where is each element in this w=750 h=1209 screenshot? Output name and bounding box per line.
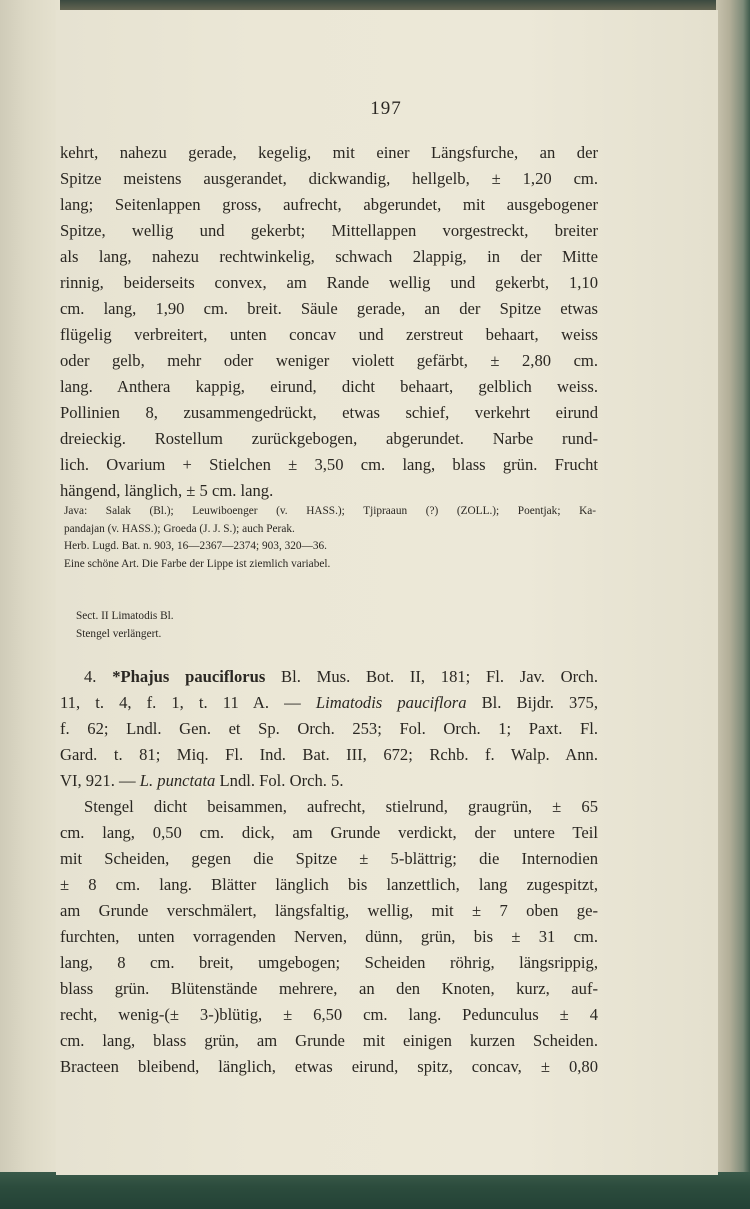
text-line: flügelig verbreitert, unten concav und zerstreut behaart, weiss [60,325,598,344]
section-heading [76,608,376,643]
citation-text: Lndl. Fol. Orch. 5. [219,771,344,790]
text-line: cm. lang, blass grün, am Grunde mit einigen kurzen Scheiden. [60,1031,598,1050]
text-line: hängend, länglich, ± 5 cm. lang. [60,481,274,500]
citation-text: VI, 921. — [60,771,136,790]
text-line: Bracteen bleibend, länglich, etwas eirund, spitz, concav, ± 0,80 [60,1057,598,1076]
text-line: als lang, nahezu rechtwinkelig, schwach 2lappig, in der Mitte [60,247,598,266]
species-citation: Bl. Mus. Bot. II, 181; Fl. Jav. Orch. [281,667,598,686]
text-line: am Grunde verschmälert, längsfaltig, wellig, mit ± 7 oben ge- [60,901,598,920]
text-line: Stengel dicht beisammen, aufrecht, stielrund, graugrün, ± 65 [84,797,598,816]
section-subtitle: Stengel verlängert. [76,627,162,640]
species-heading-line [60,664,598,690]
citation-text: Bl. Bijdr. 375, [481,693,599,712]
citation-text: 11, t. 4, f. 1, t. 11 A. — [60,693,301,712]
text-line: Pollinien 8, zusammengedrückt, etwas schief, verkehrt eirund [60,403,598,422]
note-line: Eine schöne Art. Die Farbe der Lippe ist ziemlich variabel. [64,557,331,570]
book-cover-edge [0,1172,750,1209]
text-line: ± 8 cm. lang. Blätter länglich bis lanzettlich, lang zugespitzt, [60,875,598,894]
stem-description-paragraph [60,794,598,1080]
citation-line [60,768,598,794]
species-entry [60,664,598,794]
section-title: Sect. II Limatodis Bl. [76,610,174,622]
text-line: cm. lang, 0,50 cm. dick, am Grunde verdickt, der untere Teil [60,823,598,842]
text-line: Spitze, wellig und gekerbt; Mittellappen vorgestreckt, breiter [60,221,598,240]
book-page [56,10,718,1175]
citation-line: f. 62; Lndl. Gen. et Sp. Orch. 253; Fol. Orch. 1; Paxt. Fl. [60,719,598,738]
text-line: lang; Seitenlappen gross, aufrecht, abgerundet, mit ausgebogener [60,195,598,214]
text-line: recht, wenig-(± 3-)blütig, ± 6,50 cm. lang. Pedunculus ± 4 [60,1005,598,1024]
text-line: blass grün. Blütenstände mehrere, an den Knoten, kurz, auf- [60,979,598,998]
locality-notes [64,503,596,573]
text-line: rinnig, beiderseits convex, am Rande wellig und gekerbt, 1,10 [60,273,598,292]
note-line: pandajan (v. HASS.); Groeda (J. J. S.); auch Perak. [64,522,295,535]
synonym-name: Limatodis pauciflora [315,693,467,712]
text-line: lang, 8 cm. breit, umgebogen; Scheiden röhrig, längsrippig, [60,953,598,972]
citation-line [60,690,598,716]
text-line: cm. lang, 1,90 cm. breit. Säule gerade, an der Spitze etwas [60,299,598,318]
text-line: Spitze meistens ausgerandet, dickwandig, hellgelb, ± 1,20 cm. [60,169,598,188]
text-line: furchten, unten vorragenden Nerven, dünn, grün, bis ± 31 cm. [60,927,598,946]
page-number: 197 [370,98,402,119]
text-line: oder gelb, mehr oder weniger violett gefärbt, ± 2,80 cm. [60,351,598,370]
note-line: Herb. Lugd. Bat. n. 903, 16—2367—2374; 903, 320—36. [64,540,327,552]
citation-line: Gard. t. 81; Miq. Fl. Ind. Bat. III, 672; Rchb. f. Walp. Ann. [60,745,598,764]
synonym-name: L. punctata [139,771,216,790]
text-line: lang. Anthera kappig, eirund, dicht behaart, gelblich weiss. [60,377,598,396]
species-name: *Phajus pauciflorus [112,667,266,686]
text-line: kehrt, nahezu gerade, kegelig, mit einer Längsfurche, an der [60,143,598,162]
text-line: lich. Ovarium + Stielchen ± 3,50 cm. lang, blass grün. Frucht [60,455,598,474]
description-paragraph [60,140,598,504]
page-stack-edge [716,0,750,1209]
text-line: dreieckig. Rostellum zurückgebogen, abgerundet. Narbe rund- [60,429,598,448]
page-binding-gutter [0,0,60,1175]
species-number: 4. [84,667,97,686]
note-line: Java: Salak (Bl.); Leuwiboenger (v. HASS.); Tjipraaun (?) (ZOLL.); Poentjak; Ka- [64,505,596,517]
text-line: mit Scheiden, gegen die Spitze ± 5-blättrig; die Internodien [60,849,598,868]
